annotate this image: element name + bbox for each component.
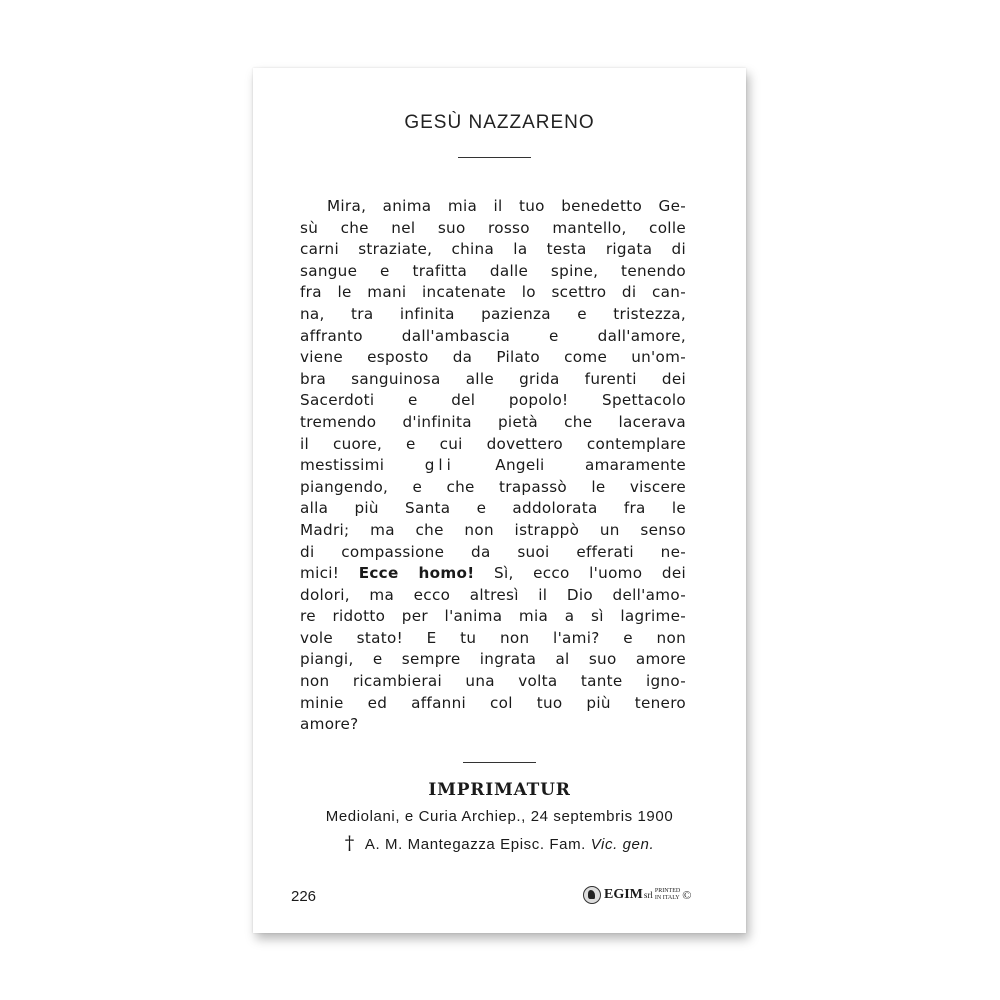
- horse-emblem-icon: [583, 886, 601, 904]
- copyright-icon: ©: [682, 887, 692, 902]
- text-line: bra sanguinosa alle grida furenti dei: [300, 369, 686, 388]
- approval-line: Mediolani, e Curia Archiep., 24 septembris 1900: [325, 808, 674, 825]
- text-line: dolori, ma ecco altresì il Dio dell'amo-: [300, 585, 686, 604]
- text-line: alla più Santa e addolorata fra le: [300, 499, 686, 518]
- text-line: [300, 455, 686, 477]
- text-line: [300, 563, 686, 585]
- text-fragment: mestissimi: [300, 456, 385, 475]
- printed-label: PRINTED: [654, 888, 681, 894]
- text-line: di compassione da suoi efferati ne-: [300, 542, 686, 561]
- signature-italic: Vic. gen.: [590, 836, 655, 853]
- text-line: re ridotto per l'anima mia a sì lagrime-: [300, 607, 686, 626]
- cross-icon: †: [344, 832, 355, 854]
- publisher-name: EGIM: [604, 887, 643, 902]
- printed-in-italy: [655, 888, 680, 902]
- text-line: vole stato! E tu non l'ami? e non: [300, 628, 686, 647]
- text-line: na, tra infinita pazienza e tristezza,: [300, 304, 686, 323]
- prayer-card: [253, 68, 746, 933]
- publisher-suffix: srl: [643, 890, 653, 900]
- text-line: Sacerdoti e del popolo! Spettacolo: [300, 391, 686, 410]
- text-line: tremendo d'infinita pietà che lacerava: [300, 412, 686, 431]
- text-line: affranto dall'ambascia e dall'amore,: [300, 326, 686, 345]
- text-line: sangue e trafitta dalle spine, tenendo: [300, 261, 686, 280]
- text-fragment-spaced: gli: [424, 456, 455, 475]
- text-fragment: Angeli amaramente: [495, 456, 686, 475]
- text-fragment: Sì, ecco l'uomo dei: [494, 564, 686, 583]
- prayer-text: [300, 196, 686, 736]
- text-fragment: mici!: [300, 564, 340, 583]
- imprimatur-divider: [463, 762, 536, 763]
- text-line: viene esposto da Pilato come un'om-: [300, 348, 686, 367]
- ecce-homo-emphasis: Ecce homo!: [358, 564, 475, 583]
- signature-line: [253, 832, 746, 854]
- country-label: IN ITALY: [654, 895, 680, 901]
- text-line: minie ed affanni col tuo più tenero: [300, 693, 686, 712]
- text-line: carni straziate, china la testa rigata di: [300, 240, 686, 259]
- signature-main: A. M. Mantegazza Episc. Fam.: [364, 836, 586, 853]
- text-line: Mira, anima mia il tuo benedetto Ge-: [327, 197, 686, 215]
- text-line: fra le mani incatenate lo scettro di can-: [300, 283, 686, 302]
- text-line: piangi, e sempre ingrata al suo amore: [300, 650, 686, 669]
- title-divider: [458, 157, 531, 158]
- publisher-logo: [583, 886, 691, 904]
- text-line: il cuore, e cui dovettero contemplare: [300, 434, 686, 453]
- text-line: piangendo, e che trapassò le viscere: [300, 477, 686, 496]
- text-line: amore?: [300, 715, 359, 734]
- text-line: Madri; ma che non istrappò un senso: [300, 520, 686, 539]
- text-line: non ricambierai una volta tante igno-: [300, 672, 686, 691]
- card-title: GESÙ NAZZARENO: [404, 112, 595, 133]
- text-line: sù che nel suo rosso mantello, colle: [300, 218, 686, 237]
- imprimatur-heading: IMPRIMATUR: [428, 780, 571, 800]
- page-number: 226: [291, 888, 317, 905]
